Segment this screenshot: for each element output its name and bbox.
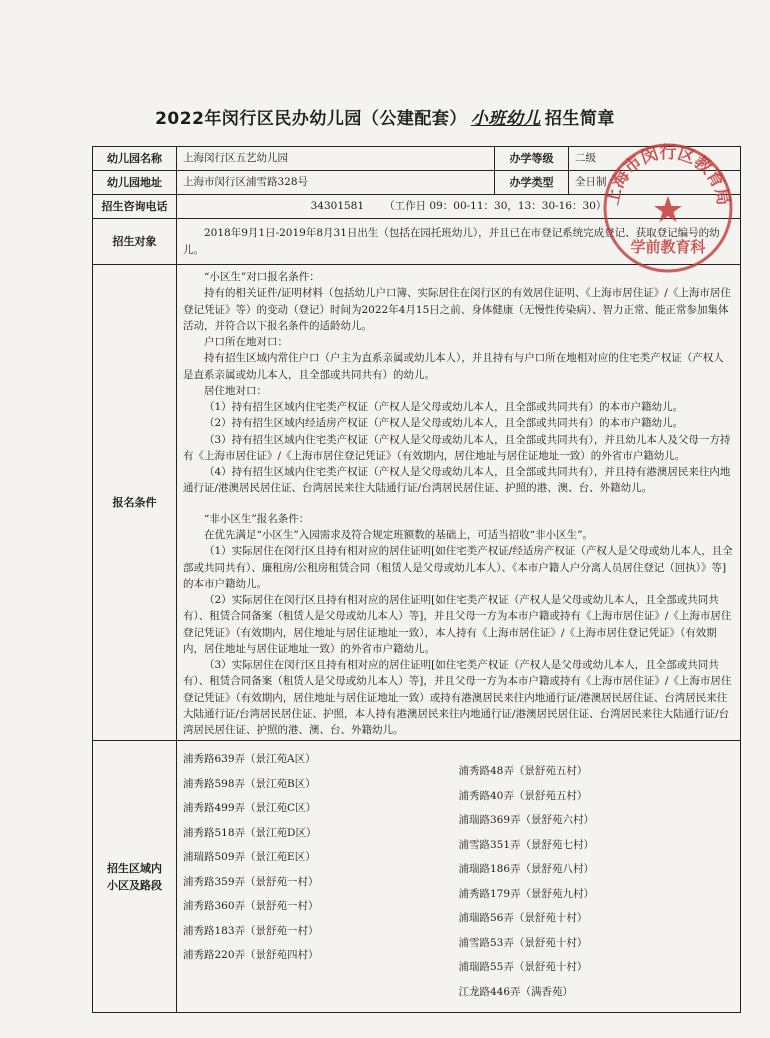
route-item: 浦瑞路186弄（景舒苑八村） bbox=[458, 863, 595, 876]
target-cell bbox=[177, 219, 741, 265]
target-text: 2018年9月1日-2019年8月31日出生（包括在园托班幼儿），并且已在市登记系统完成登记、获取登记编号的幼儿。 bbox=[183, 227, 720, 256]
name-label: 幼儿园名称 bbox=[93, 147, 177, 171]
conditions-cell bbox=[177, 265, 741, 741]
seal-arc-text: 上海市闵行区教育局 bbox=[602, 143, 734, 208]
residence-item-4: （4）持有招生区域内住宅类产权证（产权人是父母或幼儿本人，且全部或共同共有），并且持有港澳居民来往内地通行证/港澳居民居住证、台湾居民来往大陆通行证/台湾居民居住证、护照的港、澳、台、外籍幼儿。 bbox=[183, 466, 731, 495]
route-item: 浦瑞路509弄（景江苑E区） bbox=[183, 851, 316, 864]
row-name bbox=[93, 147, 741, 171]
route-item: 浦秀路360弄（景舒苑一村） bbox=[183, 900, 319, 913]
area-label-line1: 招生区域内 bbox=[107, 861, 162, 875]
target-label: 招生对象 bbox=[93, 219, 177, 265]
residence-item-2: （2）持有招生区域内经适房产权证（产权人是父母或幼儿本人，且全部或共同共有）的本市户籍幼儿。 bbox=[204, 417, 684, 430]
phone-hours: （工作日 09：00-11：30，13：30-16：30） bbox=[384, 200, 607, 213]
type-value: 全日制 bbox=[569, 171, 741, 195]
row-address bbox=[93, 171, 741, 195]
route-item: 江龙路446弄（满香苑） bbox=[458, 985, 574, 998]
admission-table bbox=[92, 146, 741, 1013]
local-heading: “小区生”对口报名条件： bbox=[204, 271, 320, 283]
title-suffix: 招生简章 bbox=[544, 109, 615, 129]
route-item: 浦秀路518弄（景江苑D区） bbox=[183, 826, 317, 839]
address-value: 上海市闵行区浦雪路328号 bbox=[177, 171, 495, 195]
area-label-line2: 小区及路段 bbox=[107, 878, 162, 892]
nonlocal-conditions bbox=[183, 511, 734, 739]
row-conditions bbox=[93, 265, 741, 741]
nonlocal-item-3: （3）实际居住在闵行区且持有相对应的居住证明[如住宅类产权证（产权人是父母或幼儿本人，且全部或共同共有）、租赁合同备案（租赁人是父母或幼儿本人）等]，并且父母一方为本市户籍或持有《上海市居住证》/《上海市居住登记凭证》（有效期内，居住地址与居住证地址一致）或持有港澳居民来往内地通行证/港澳居民居住证、台湾居民来往大陆通行证/台湾居民居住证、护照，本人持有港澳居民来往内地通行证/港澳居民居住证、台湾居民来往大陆通行证/台湾居民居住证、护照的港、澳、台、外籍幼儿。 bbox=[183, 659, 732, 737]
residence-item-1: （1）持有招生区域内住宅类产权证（产权人是父母或幼儿本人，且全部或共同共有）的本市户籍幼儿。 bbox=[204, 401, 684, 414]
title-prefix: 2022年闵行区民办幼儿园（公建配套） bbox=[155, 109, 467, 129]
residence-item-3: （3）持有招生区域内住宅类产权证（产权人是父母或幼儿本人，且全部或共同共有），并且幼儿本人及父母一方持有《上海市居住证》/《上海市居住登记凭证》（有效期内，居住地址与居住证地址一致）的外省市户籍幼儿。 bbox=[183, 433, 731, 462]
routes-list bbox=[183, 743, 734, 1010]
route-item: 浦秀路220弄（景舒苑四村） bbox=[183, 949, 319, 962]
route-item: 浦雪路53弄（景舒苑十村） bbox=[458, 936, 588, 949]
phone-number: 34301581 bbox=[310, 200, 365, 213]
document-title bbox=[0, 104, 770, 129]
area-label bbox=[93, 741, 177, 1013]
level-value: 二级 bbox=[569, 147, 741, 171]
address-label: 幼儿园地址 bbox=[93, 171, 177, 195]
nonlocal-item-2: （2）实际居住在闵行区且持有相对应的居住证明[如住宅类产权证（产权人是父母或幼儿本人，且全部或共同共有）、租赁合同备案（租赁人是父母或幼儿本人）等]，并且父母一方为本市户籍或持有《上海市居住证》/《上海市居住登记凭证》（有效期内，居住地址与居住证地址一致），本人持有《上海市居住证》/《上海市居住登记凭证》（有效期内，居住地址与居住证地址一致）的外省市户籍幼儿。 bbox=[183, 594, 732, 655]
route-item: 浦秀路179弄（景舒苑九村） bbox=[458, 887, 595, 900]
route-item: 浦秀路48弄（景舒苑五村） bbox=[458, 765, 588, 778]
route-item: 浦秀路183弄（景舒苑一村） bbox=[183, 924, 319, 937]
phone-value bbox=[177, 195, 741, 219]
phone-label: 招生咨询电话 bbox=[93, 195, 177, 219]
route-item: 浦秀路499弄（景江苑C区） bbox=[183, 802, 317, 815]
route-item: 浦瑞路369弄（景舒苑六村） bbox=[458, 814, 595, 827]
hukou-text: 持有招生区域内常住户口（户主为直系亲属或幼儿本人），并且持有与户口所在地相对应的住宅类产权证（产权人是直系亲属或幼儿本人，且全部或共同共有）的幼儿。 bbox=[183, 352, 724, 381]
nonlocal-item-1: （1）实际居住在闵行区且持有相对应的居住证明[如住宅类产权证/经适房产权证（产权人是父母或幼儿本人，且全部或共同共有）、廉租房/公租房租赁合同（租赁人是父母或幼儿本人）、《本市户籍人户分离人员居住登记（回执）》等]的本市户籍幼儿。 bbox=[183, 545, 733, 590]
route-item: 浦秀路598弄（景江苑B区） bbox=[183, 777, 316, 790]
hukou-heading: 户口所在地对口： bbox=[204, 336, 288, 349]
local-conditions bbox=[183, 269, 734, 497]
routes-col-2 bbox=[459, 747, 735, 1004]
level-label: 办学等级 bbox=[495, 147, 569, 171]
nonlocal-intro: 在优先满足“小区生”入园需求及符合规定班额数的基础上，可适当招收“非小区生”。 bbox=[204, 528, 593, 541]
type-label: 办学类型 bbox=[495, 171, 569, 195]
conditions-label: 报名条件 bbox=[93, 265, 177, 741]
routes-col-1 bbox=[183, 747, 459, 1004]
area-cell bbox=[177, 741, 741, 1013]
route-item: 浦秀路40弄（景舒苑五村） bbox=[458, 789, 588, 802]
residence-heading: 居住地对口： bbox=[204, 384, 267, 397]
nonlocal-heading: “非小区生”报名条件： bbox=[204, 512, 310, 525]
local-p1: 持有的相关证件/证明材料（包括幼儿户口簿、实际居住在闵行区的有效居住证明、《上海市居住证》/《上海市居住登记凭证》等）的变动（登记）时间为2022年4月15日之前、身体健康（无慢性传染病）、智力正常、能正常参加集体活动，并符合以下报名条件的适龄幼儿。 bbox=[183, 287, 731, 332]
route-item: 浦秀路359弄（景舒苑一村） bbox=[183, 875, 319, 888]
title-emphasis: 小班幼儿 bbox=[470, 109, 541, 129]
route-item: 浦瑞路56弄（景舒苑十村） bbox=[458, 912, 588, 925]
row-area bbox=[93, 741, 741, 1013]
row-target bbox=[93, 219, 741, 265]
route-item: 浦瑞路55弄（景舒苑十村） bbox=[458, 961, 588, 974]
route-item: 浦秀路639弄（景江苑A区） bbox=[183, 753, 316, 766]
name-value: 上海闵行区五艺幼儿园 bbox=[177, 147, 495, 171]
row-phone bbox=[93, 195, 741, 219]
route-item: 浦雪路351弄（景舒苑七村） bbox=[458, 838, 595, 851]
seal-bottom-text: 学前教育科 bbox=[630, 238, 706, 256]
